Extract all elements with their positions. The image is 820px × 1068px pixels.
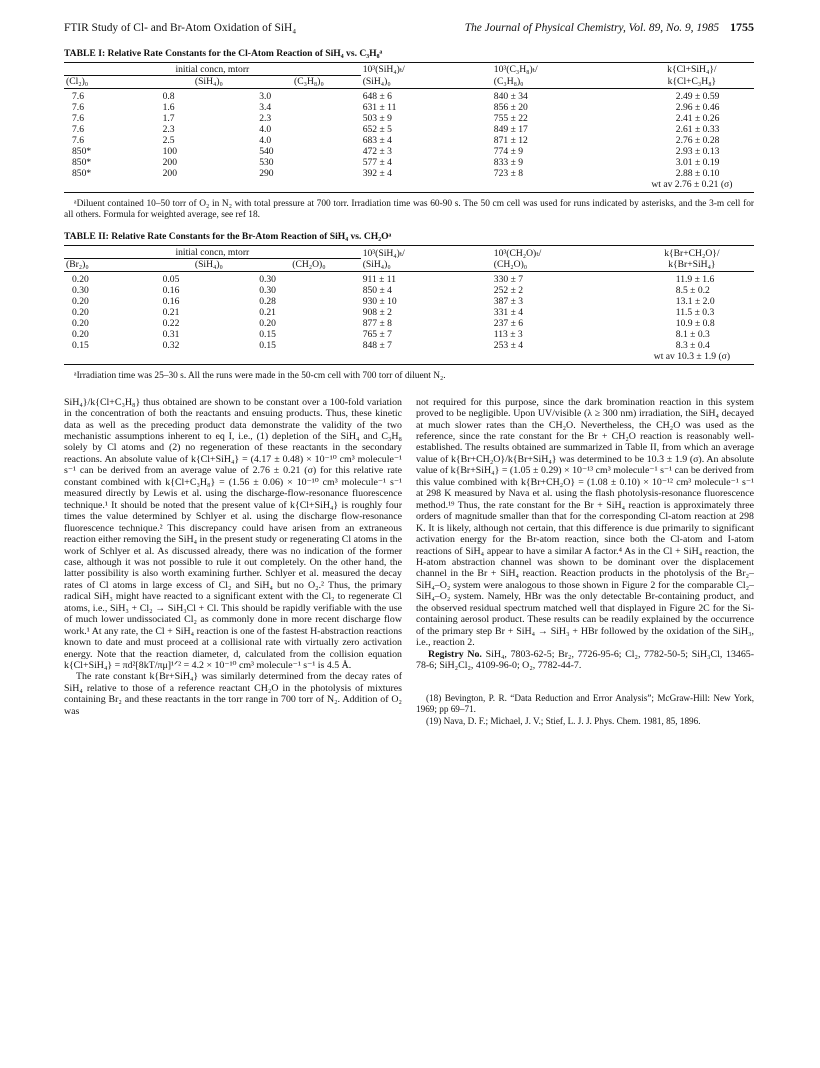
table-row [64, 272, 754, 286]
table-cell: 330 ± 7 [493, 274, 524, 286]
table-cell: 0.21 [162, 307, 180, 319]
header-journal-info [465, 20, 754, 35]
table-cell: 0.31 [162, 329, 180, 341]
table1-top-header: 10³(SiH₄)ₜ/ [361, 63, 492, 76]
table-cell: 849 ± 17 [493, 124, 528, 135]
table-row [64, 157, 754, 168]
table-cell: 0.28 [259, 296, 276, 308]
table-cell: 0.16 [162, 296, 180, 308]
table1-footnote: ᵃDiluent contained 10–50 torr of O₂ in N₂ with total pressure at 700 torr. Irradiation time was 60-90 s. The 50 cm cell was used for runs indicated by asterisks, and the 3-m cell for all others. Formula for weighted average, see ref 18. [64, 199, 754, 221]
table-cell: 2.61 ± 0.33 [675, 124, 720, 135]
table-row [64, 102, 754, 113]
table-cell: 100 [162, 146, 177, 157]
table-cell: 2.93 ± 0.13 [675, 146, 720, 157]
table-cell: 0.15 [259, 340, 276, 352]
table-cell: 850* [72, 146, 92, 157]
table-cell: 908 ± 2 [362, 307, 392, 319]
table2-column-header: (CH₂O)₀ [257, 259, 361, 272]
table-cell: 0.05 [162, 274, 180, 286]
table-cell: 113 ± 3 [493, 329, 523, 341]
table-cell: 253 ± 4 [493, 340, 524, 352]
table-cell: 850* [72, 168, 92, 179]
table1-column-header: k{Cl+C₃H₈} [630, 76, 754, 89]
table2-top-header: 10³(CH₂O)ₜ/ [492, 246, 630, 259]
table-cell: 840 ± 34 [493, 91, 528, 102]
table-cell: 652 ± 5 [362, 124, 392, 135]
table-cell: 200 [162, 157, 177, 168]
table-cell: 0.20 [72, 274, 89, 286]
table-cell: 0.22 [162, 318, 180, 330]
table-cell: 0.30 [259, 285, 276, 297]
table-cell: 871 ± 12 [493, 135, 528, 146]
table-row [64, 296, 754, 307]
table-row [64, 285, 754, 296]
right-column [416, 397, 754, 729]
body-columns [64, 397, 754, 729]
table-cell: 2.49 ± 0.59 [675, 91, 720, 102]
table-cell: 2.41 ± 0.26 [675, 113, 720, 124]
table1-column-header: (Cl₂)₀ [64, 76, 161, 89]
table2-weighted-average: wt av 10.3 ± 1.9 (σ) [630, 351, 754, 365]
table-row [64, 329, 754, 340]
table-cell: 3.4 [259, 102, 272, 113]
table-cell: 0.20 [72, 307, 89, 319]
table-cell: 252 ± 2 [493, 285, 524, 297]
body-paragraph: not required for this purpose, since the dark bromination reaction in this system proved to be negligible. Upon UV/visible (λ ≥ 300 nm) irradiation, the SiH₄ decayed at much slower rates than the CH₂O. Nevertheless, the CH₂O was used as the reference, since the rate constant for the Br + CH₂O reaction is reasonably well-established. The results obtained are summarized in Table II, from which an average value of k{Br+CH₂O}/k{Br+SiH₄} was determined to be 10.3 ± 1.9 (σ). An absolute value of k{Br+SiH₄} = (1.05 ± 0.29) × 10⁻¹³ cm³ molecule⁻¹ s⁻¹ can be derived from this value combined with k{Br+CH₂O} = (1.08 ± 0.10) × 10⁻¹² cm³ molecule⁻¹ s⁻¹ at 298 K measured by Nava et al. using the flash photolysis-resonance fluorescence method.¹⁹ Thus, the rate constant for the Br + SiH₄ reaction is approximately three orders of magnitude smaller than that for the corresponding Cl-atom reaction at 298 K. It is likely, although not certain, that this difference is due primarily to significant activation energy for the Br-atom reaction, since both the Cl-atom and I-atom reactions of SiH₄ appear to have a similar A factor.⁴ As in the Cl + SiH₄ reaction, the H-atom abstraction channel was shown to be dominant over the displacement channel in the Br + SiH₄ reaction. Reaction products in the photolysis of the Br₂–SiH₄–O₂ system were analogous to those shown in Figure 2 for the comparable Cl₂–SiH₄–O₂ system. Namely, HBr was the only detectable Br-containing product, and the observed residual spectrum matched well that displayed in Figure 2C for the Si-containing aerosol product. These results can be readily explained by the occurrence of the primary step Br + SiH₄ → SiH₃ + HBr followed by the oxidation of the SiH₃, i.e., reaction 2. [416, 396, 754, 649]
table-cell: 237 ± 6 [493, 318, 524, 330]
table-cell: 530 [259, 157, 274, 168]
header-journal: The Journal of Physical Chemistry, Vol. 89, No. 9, 1985 [464, 22, 720, 34]
table-cell: 392 ± 4 [362, 168, 392, 179]
table-cell: 13.1 ± 2.0 [675, 296, 715, 308]
table-row [64, 124, 754, 135]
table-row [64, 113, 754, 124]
table-cell: 631 ± 11 [362, 102, 397, 113]
header-article-title: FTIR Study of Cl- and Br-Atom Oxidation of SiH₄ [64, 22, 297, 34]
references [416, 693, 754, 727]
table-cell: 540 [259, 146, 274, 157]
table-cell: 683 ± 4 [362, 135, 392, 146]
table-cell: 0.20 [259, 318, 276, 330]
table-cell: 0.15 [72, 340, 89, 352]
table-cell: 8.1 ± 0.3 [675, 329, 710, 341]
table2-top-header: 10³(SiH₄)ₜ/ [361, 246, 492, 259]
table2 [64, 245, 754, 365]
table2-column-header: (Br₂)₀ [64, 259, 161, 272]
table-cell: 3.0 [259, 91, 272, 102]
table-cell: 2.88 ± 0.10 [675, 168, 720, 179]
reference-item: (18) Bevington, P. R. “Data Reduction and Error Analysis”; McGraw-Hill: New York, 1969; pp 69–71. [416, 693, 754, 715]
table-cell: 7.6 [72, 124, 84, 135]
table-row [64, 307, 754, 318]
table1-column-header: (C₃H₈)₀ [257, 76, 361, 89]
body-paragraph: The rate constant k{Br+SiH₄} was similarly determined from the decay rates of SiH₄ relative to those of a reference reactant CH₂O in the photolysis of mixtures containing Br₂ and these reactants in the torr range in 700 torr of N₂. Addition of O₂ was [64, 671, 402, 717]
left-column [64, 397, 402, 729]
table-cell: 0.21 [259, 307, 276, 319]
table1-top-header: k{Cl+SiH₄}/ [630, 63, 754, 76]
table-cell: 0.30 [259, 274, 276, 286]
table2-column-header: (SiH₄)₀ [361, 259, 492, 272]
body-paragraph: SiH₄}/k{Cl+C₃H₈} thus obtained are shown to be constant over a 100-fold variation in the concentration of both the reactants and ensuing products. Thus, these kinetic data as well as the preceding product data demonstrate the validity of the two mechanistic assumptions inherent to eq I, i.e., (1) depletion of the SiH₄ and C₃H₈ solely by Cl atoms and (2) no regeneration of these reactants in the secondary reactions. An absolute value of k{Cl+SiH₄} = (4.17 ± 0.48) × 10⁻¹⁰ cm³ molecule⁻¹ s⁻¹ can be derived from an average value of 2.76 ± 0.21 (σ) for this relative rate constant combined with k{Cl+C₃H₈} = (1.56 ± 0.06) × 10⁻¹⁰ cm³ molecule⁻¹ s⁻¹ measured directly by Lewis et al. using the discharge-flow-resonance fluorescence technique.¹ It should be noted that the present value of k{Cl+SiH₄} is roughly four times the value determined by Schlyer et al. using the discharge flow-resonance fluorescence technique.² This discrepancy could have arisen from an extraneous reaction either removing the SiH₄ in the present study or regenerating Cl atoms in the work of Schlyer et al. As discussed already, there was no indication of the former case, although it was not possible to rule it out completely. On the other hand, the latter possibility is also worth examining further. Schlyer et al. measured the decay rates of Cl atoms in large excess of Cl₂ and SiH₄ but no O₂.² Thus, the primary radical SiH₃ might have reacted to a significant extent with the Cl₂ to regenerate Cl atoms, i.e., SiH₃ + Cl₂ → SiH₃Cl + Cl. This should be rapidly verifiable with the use of much lower undissociated Cl₂ as commonly done in more recent discharge flow work.¹ At any rate, the Cl + SiH₄ reaction is one of the fastest H-abstraction reactions known to date and must proceed at a collisional rate with virtually zero activation energy. Note that the reaction diameter, d, calculated from the collision equation k{Cl+SiH₄} = πd²[8kT/πμ]¹ᐟ² = 4.2 × 10⁻¹⁰ cm³ molecule⁻¹ s⁻¹ is 4.5 Å. [64, 396, 402, 672]
table-cell: 0.15 [259, 329, 276, 341]
registry-text: SiH₄, 7803-62-5; Br₂, 7726-95-6; Cl₂, 7782-50-5; SiH₃Cl, 13465-78-6; SiH₂Cl₂, 4109-96-0; O₂, 7782-44-7. [416, 648, 755, 672]
table-cell: 856 ± 20 [493, 102, 528, 113]
table-cell: 930 ± 10 [362, 296, 397, 308]
table-cell: 2.3 [259, 113, 272, 124]
table-cell: 2.5 [162, 135, 175, 146]
table-cell: 472 ± 3 [362, 146, 392, 157]
table-cell: 723 ± 8 [493, 168, 524, 179]
table2-column-header: (CH₂O)₀ [492, 259, 630, 272]
table-cell: 331 ± 4 [493, 307, 524, 319]
table2-body [64, 272, 754, 352]
table-cell: 503 ± 9 [362, 113, 392, 124]
table1-column-header: (C₃H₈)₀ [492, 76, 630, 89]
table1-weighted-average: wt av 2.76 ± 0.21 (σ) [630, 179, 754, 193]
table-cell: 765 ± 7 [362, 329, 392, 341]
running-header [64, 20, 754, 38]
table-cell: 200 [162, 168, 177, 179]
table-cell: 850 ± 4 [362, 285, 392, 297]
table-cell: 0.20 [72, 296, 89, 308]
table2-column-header: (SiH₄)₀ [161, 259, 258, 272]
table-cell: 387 ± 3 [493, 296, 524, 308]
table-row [64, 318, 754, 329]
table-cell: 0.16 [162, 285, 180, 297]
table-cell: 911 ± 11 [362, 274, 397, 286]
table-row [64, 135, 754, 146]
table2-footnote: ᵃIrradiation time was 25–30 s. All the runs were made in the 50-cm cell with 700 torr of diluent N₂. [74, 371, 446, 382]
table-cell: 648 ± 6 [362, 91, 392, 102]
table1 [64, 62, 754, 193]
registry-label: Registry No. [428, 648, 482, 660]
table2-caption: TABLE II: Relative Rate Constants for the Br-Atom Reaction of SiH₄ vs. CH₂Oᵃ [64, 231, 392, 243]
table-cell: 774 ± 9 [493, 146, 524, 157]
table2-span-header: initial concn, mtorr [64, 246, 361, 259]
table-cell: 833 ± 9 [493, 157, 524, 168]
table1-column-header: (SiH₄)₀ [161, 76, 258, 89]
table-cell: 4.0 [259, 124, 272, 135]
table-cell: 4.0 [259, 135, 272, 146]
table-cell: 11.9 ± 1.6 [675, 274, 715, 286]
table2-top-header: k{Br+CH₂O}/ [630, 246, 754, 259]
table1-top-header: 10³(C₃H₈)ₜ/ [492, 63, 630, 76]
table-cell: 0.20 [72, 329, 89, 341]
table-cell: 7.6 [72, 91, 84, 102]
table-cell: 290 [259, 168, 274, 179]
table-cell: 8.5 ± 0.2 [675, 285, 710, 297]
table-row [64, 89, 754, 103]
reference-item: (19) Nava, D. F.; Michael, J. V.; Stief, L. J. J. Phys. Chem. 1981, 85, 1896. [426, 716, 701, 727]
table1-caption: TABLE I: Relative Rate Constants for the Cl-Atom Reaction of SiH₄ vs. C₃H₈ᵃ [64, 48, 383, 59]
table-cell: 2.3 [162, 124, 175, 135]
table-row [64, 168, 754, 179]
header-page-number: 1755 [730, 20, 754, 34]
table1-body [64, 89, 754, 180]
table-cell: 0.20 [72, 318, 89, 330]
table-cell: 577 ± 4 [362, 157, 392, 168]
table-cell: 0.32 [162, 340, 180, 352]
journal-page [64, 20, 754, 728]
table1-span-header: initial concn, mtorr [64, 63, 361, 76]
table-cell: 877 ± 8 [362, 318, 392, 330]
table-row [64, 146, 754, 157]
table-cell: 10.9 ± 0.8 [675, 318, 715, 330]
table-cell: 7.6 [72, 135, 84, 146]
table2-column-header: k{Br+SiH₄} [630, 259, 754, 272]
table-cell: 1.7 [162, 113, 175, 124]
table-cell: 1.6 [162, 102, 175, 113]
table-cell: 848 ± 7 [362, 340, 392, 352]
table-cell: 0.30 [72, 285, 89, 297]
table-cell: 8.3 ± 0.4 [675, 340, 710, 352]
table1-column-header: (SiH₄)₀ [361, 76, 492, 89]
table-cell: 0.8 [162, 91, 175, 102]
table-row [64, 340, 754, 351]
table-cell: 11.5 ± 0.3 [675, 307, 715, 319]
table-cell: 7.6 [72, 113, 84, 124]
table-cell: 2.96 ± 0.46 [675, 102, 720, 113]
table-cell: 2.76 ± 0.28 [675, 135, 720, 146]
registry-numbers [416, 649, 754, 672]
table-cell: 7.6 [72, 102, 84, 113]
table-cell: 850* [72, 157, 92, 168]
table-cell: 755 ± 22 [493, 113, 528, 124]
table-cell: 3.01 ± 0.19 [675, 157, 720, 168]
